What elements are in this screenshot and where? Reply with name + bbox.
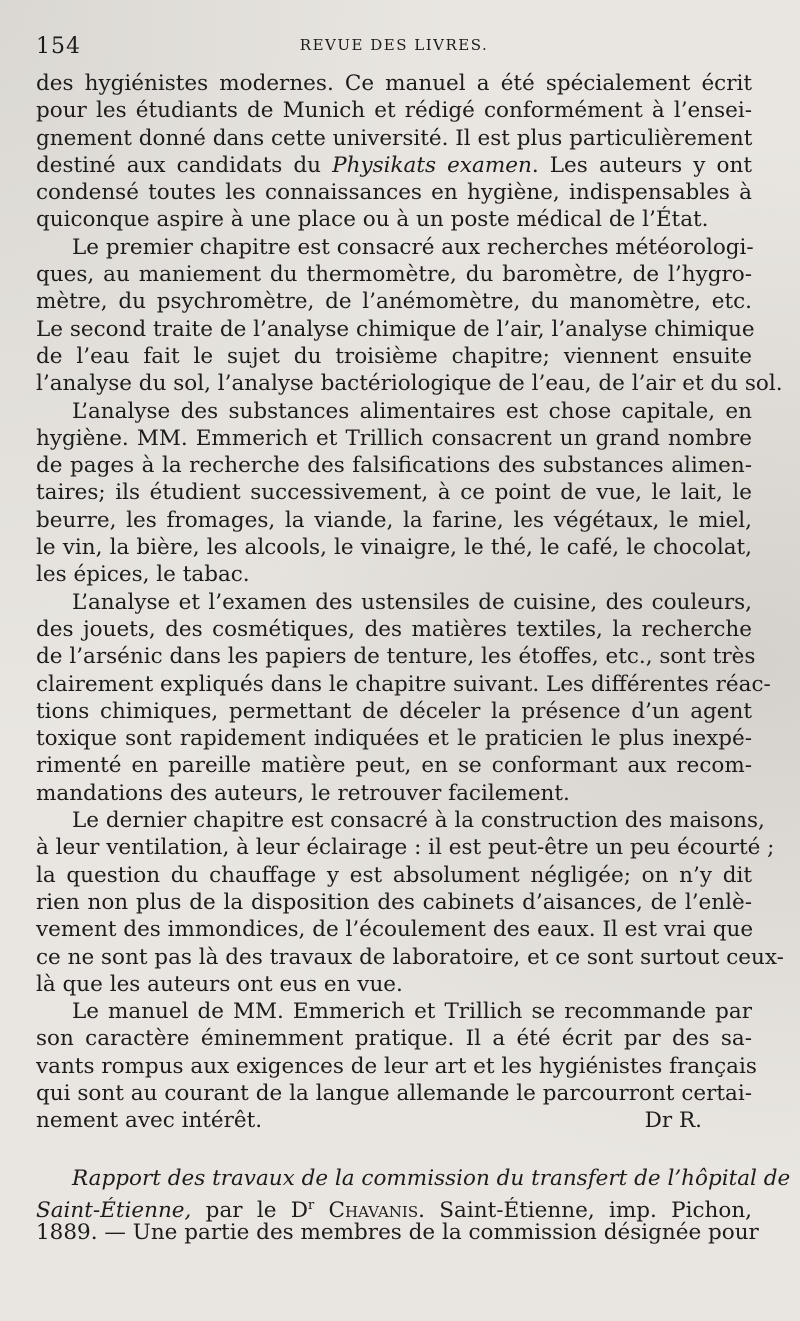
paragraph bbox=[36, 998, 757, 1134]
text-line: Le second traite de l’analyse chimique de l’air, l’analyse chimique bbox=[36, 316, 755, 342]
paragraph bbox=[36, 807, 784, 998]
section-gap bbox=[36, 1135, 752, 1165]
review-author: Chavanis. bbox=[314, 1198, 425, 1224]
text-line: qui sont au courant de la langue allemande le parcourront certai- bbox=[36, 1080, 752, 1106]
next-review bbox=[36, 1165, 791, 1247]
text-line: clairement expliqués dans le chapitre suivant. Les différentes réac- bbox=[36, 671, 771, 697]
signature: Dr R. bbox=[644, 1108, 702, 1134]
text-line: rien non plus de la disposition des cabinets d’aisances, de l’enlè- bbox=[36, 889, 752, 915]
text-line: Le manuel de MM. Emmerich et Trillich se recommande par bbox=[72, 999, 752, 1025]
text-line: le vin, la bière, les alcools, le vinaigre, le thé, le café, le chocolat, bbox=[36, 535, 752, 561]
text-line: quiconque aspire à une place ou à un poste médical de l’État. bbox=[36, 207, 709, 233]
running-head bbox=[36, 34, 752, 58]
paragraph bbox=[36, 70, 752, 234]
paragraph bbox=[36, 234, 783, 398]
review-dr-sup: r bbox=[308, 1197, 315, 1213]
review-by: par le D bbox=[191, 1198, 309, 1224]
text-line: des hygiénistes modernes. Ce manuel a été spécialement écrit bbox=[36, 71, 752, 96]
review-title-end: Saint-Étienne, bbox=[36, 1198, 192, 1224]
text-line: toxique sont rapidement indiquées et le praticien le plus inexpé- bbox=[36, 726, 752, 752]
italic-term: Physikats examen bbox=[332, 152, 532, 178]
page-number: 154 bbox=[36, 34, 81, 59]
text-line: l’analyse du sol, l’analyse bactériologique de l’eau, de l’air et du sol. bbox=[36, 371, 783, 397]
text-line: condensé toutes les connaissances en hygiène, indispensables à bbox=[36, 180, 752, 206]
text-line: L’analyse et l’examen des ustensiles de cuisine, des couleurs, bbox=[72, 589, 752, 615]
body-text bbox=[36, 70, 791, 1246]
text-line: ce ne sont pas là des travaux de laboratoire, et ce sont surtout ceux- bbox=[36, 944, 784, 970]
text-line: destiné aux candidats du Physikats examen. Les auteurs y ont bbox=[36, 152, 752, 178]
review-title-line: Rapport des travaux de la commission du transfert de l’hôpital de bbox=[72, 1165, 791, 1191]
text-line: Le dernier chapitre est consacré à la construction des maisons, bbox=[72, 808, 765, 834]
text-line: vement des immondices, de l’écoulement des eaux. Il est vrai que bbox=[36, 917, 754, 943]
text-line: Le premier chapitre est consacré aux recherches météorologi- bbox=[72, 234, 754, 260]
text-line: à leur ventilation, à leur éclairage : il est peut-être un peu écourté ; bbox=[36, 835, 775, 861]
review-citation-line bbox=[36, 1192, 752, 1224]
review-publisher: Saint-Étienne, imp. Pichon, bbox=[424, 1198, 752, 1224]
paragraph bbox=[36, 398, 752, 589]
closing-line bbox=[36, 1107, 752, 1134]
text-line: vants rompus aux exigences de leur art et les hygiénistes français bbox=[36, 1053, 757, 1079]
text-line: L’analyse des substances alimentaires est chose capitale, en bbox=[72, 398, 752, 424]
text-line: de l’arsénic dans les papiers de tenture, les étoffes, etc., sont très bbox=[36, 644, 756, 670]
text-line: mandations des auteurs, le retrouver facilement. bbox=[36, 780, 570, 806]
text-line: rimenté en pareille matière peut, en se conformant aux recom- bbox=[36, 753, 752, 779]
text-line: de pages à la recherche des falsifications des substances alimen- bbox=[36, 453, 752, 479]
text-line: ques, au maniement du thermomètre, du baromètre, de l’hygro- bbox=[36, 262, 752, 288]
review-text-line: 1889. — Une partie des membres de la commission désignée pour bbox=[36, 1220, 759, 1246]
text-line: hygiène. MM. Emmerich et Trillich consacrent un grand nombre bbox=[36, 425, 752, 451]
text-line: là que les auteurs ont eus en vue. bbox=[36, 971, 403, 997]
text-line: mètre, du psychromètre, de l’anémomètre, du manomètre, etc. bbox=[36, 289, 752, 315]
paragraph bbox=[36, 589, 771, 807]
text-line: les épices, le tabac. bbox=[36, 562, 250, 588]
text-line: gnement donné dans cette université. Il est plus particulièrement bbox=[36, 125, 753, 151]
closing-text: nement avec intérêt. bbox=[36, 1108, 263, 1134]
text-line: beurre, les fromages, la viande, la farine, les végétaux, le miel, bbox=[36, 507, 752, 533]
running-title: REVUE DES LIVRES. bbox=[299, 36, 489, 54]
text-line: la question du chauffage y est absolument négligée; on n’y dit bbox=[36, 862, 752, 888]
text-line: des jouets, des cosmétiques, des matières textiles, la recherche bbox=[36, 616, 752, 642]
text-line: tions chimiques, permettant de déceler la présence d’un agent bbox=[36, 698, 752, 724]
text-line: pour les étudiants de Munich et rédigé conformément à l’ensei- bbox=[36, 98, 752, 124]
text-line: de l’eau fait le sujet du troisième chapitre; viennent ensuite bbox=[36, 343, 752, 369]
text-line: taires; ils étudient successivement, à ce point de vue, le lait, le bbox=[36, 480, 752, 506]
text-line: son caractère éminemment pratique. Il a été écrit par des sa- bbox=[36, 1026, 752, 1052]
